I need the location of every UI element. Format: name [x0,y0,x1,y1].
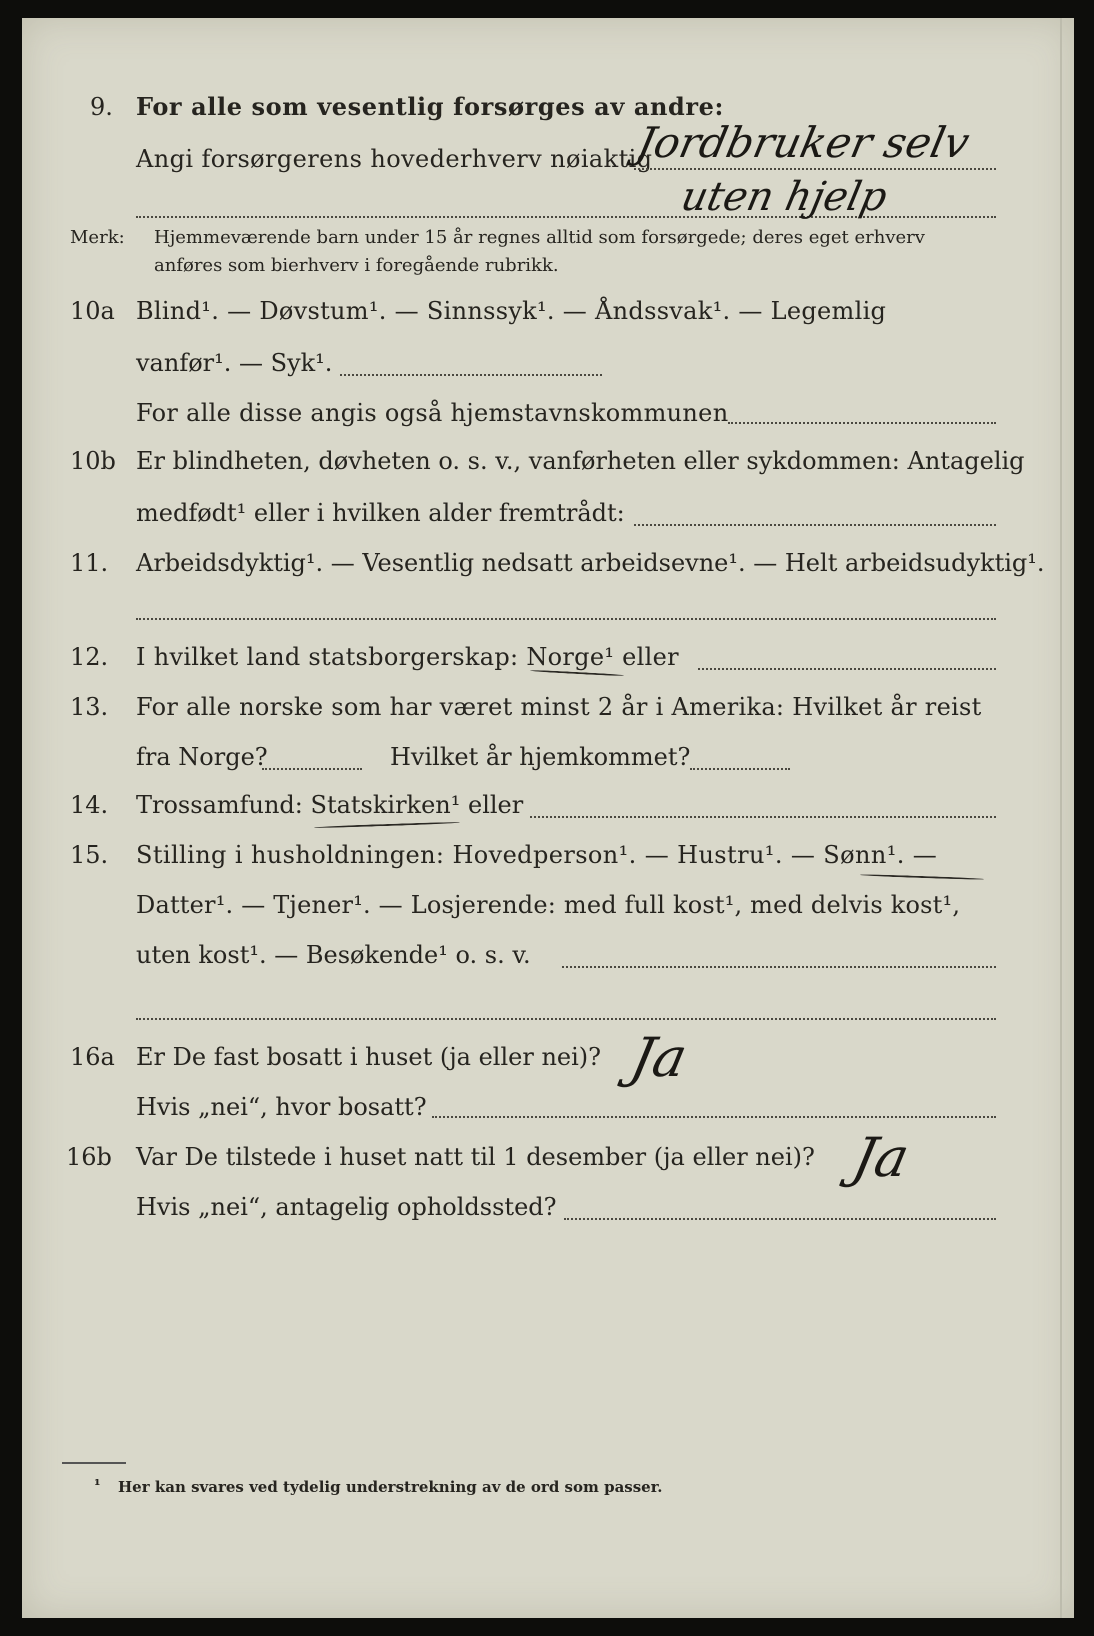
q16a-line-1: Er De fast bosatt i huset (ja eller nei)? [136,1043,602,1071]
q10b-answer-line [634,524,996,526]
q10a-line-3: For alle disse angis også hjemstavnskommunen [136,399,729,427]
q13-number: 13. [70,693,109,721]
q16a-handwritten-answer: Ja [625,1026,693,1089]
q15-number: 15. [70,841,109,869]
q10a-line-1: Blind¹. — Døvstum¹. — Sinnssyk¹. — Åndssvak¹. — Legemlig [136,297,887,325]
q9-number: 9. [90,93,113,121]
q14-answer-line [530,816,996,818]
footnote-marker: ¹ [94,1476,101,1494]
q16a-line-2: Hvis „nei“, hvor bosatt? [136,1093,427,1121]
q9-question: For alle som vesentlig forsørges av andre: [136,92,724,121]
q13-reist-label: fra Norge? [136,743,268,771]
q11-line-1: Arbeidsdyktig¹. — Vesentlig nedsatt arbeidsevne¹. — Helt arbeidsudyktig¹. [136,549,1045,577]
q15-line-2: Datter¹. — Tjener¹. — Losjerende: med full kost¹, med delvis kost¹, [136,891,961,919]
q10b-number: 10b [70,447,116,475]
q15-line-3: uten kost¹. — Besøkende¹ o. s. v. [136,941,531,969]
q13-reist-line [262,768,362,770]
q13-hjemkommet-line [690,768,790,770]
q10a-hjemstavn-line [728,422,996,424]
q16b-answer-line [564,1218,996,1220]
q11-answer-line [136,618,996,620]
q16a-number: 16a [70,1043,115,1071]
q13-line-1: For alle norske som har været minst 2 år i Amerika: Hvilket år reist [136,693,982,721]
census-form-page [22,18,1074,1618]
q14-number: 14. [70,791,109,819]
q15-answer-line [562,966,996,968]
q10b-line-1: Er blindheten, døvheten o. s. v., vanførheten eller sykdommen: Antagelig [136,447,1025,475]
q16b-handwritten-answer: Ja [847,1126,915,1189]
q14-line-1: Trossamfund: Statskirken¹ eller [136,791,524,819]
q10a-number: 10a [70,297,115,325]
footnote-rule [62,1462,126,1464]
q10a-line-2: vanfør¹. — Syk¹. [136,349,333,377]
q11-number: 11. [70,549,109,577]
q10a-syk-line [340,374,602,376]
q16b-line-1: Var De tilstede i huset natt til 1 desember (ja eller nei)? [136,1143,815,1171]
q9-answer-line-1 [634,168,996,170]
q9-handwritten-answer-2: uten hjelp [677,174,892,220]
q16a-answer-line [432,1116,996,1118]
page-edge [1060,18,1062,1618]
q12-number: 12. [70,643,109,671]
q15-line-1: Stilling i husholdningen: Hovedperson¹. — Hustru¹. — Sønn¹. — [136,841,938,869]
q9-instruction: Angi forsørgerens hovederhverv nøiaktig [136,145,653,173]
q9-handwritten-answer-1: Jordbruker selv [632,118,974,167]
merk-note-line-2: anføres som bierhverv i foregående rubrikk. [154,255,559,276]
footnote-text: Her kan svares ved tydelig understrekning av de ord som passer. [118,1478,663,1496]
merk-note-line-1: Hjemmeværende barn under 15 år regnes alltid som forsørgede; deres eget erhverv [154,227,925,248]
q10b-line-2: medfødt¹ eller i hvilken alder fremtrådt: [136,499,625,527]
q14-statskirken-underline [314,821,460,828]
q13-hjemkommet-label: Hvilket år hjemkommet? [390,743,691,771]
q12-line-1: I hvilket land statsborgerskap: Norge¹ eller [136,643,679,671]
q16b-line-2: Hvis „nei“, antagelig opholdssted? [136,1193,557,1221]
q15-sonn-underline [860,874,984,880]
q15-extra-line [136,1018,996,1020]
q12-answer-line [698,668,996,670]
merk-label: Merk: [70,227,125,248]
q16b-number: 16b [66,1143,112,1171]
